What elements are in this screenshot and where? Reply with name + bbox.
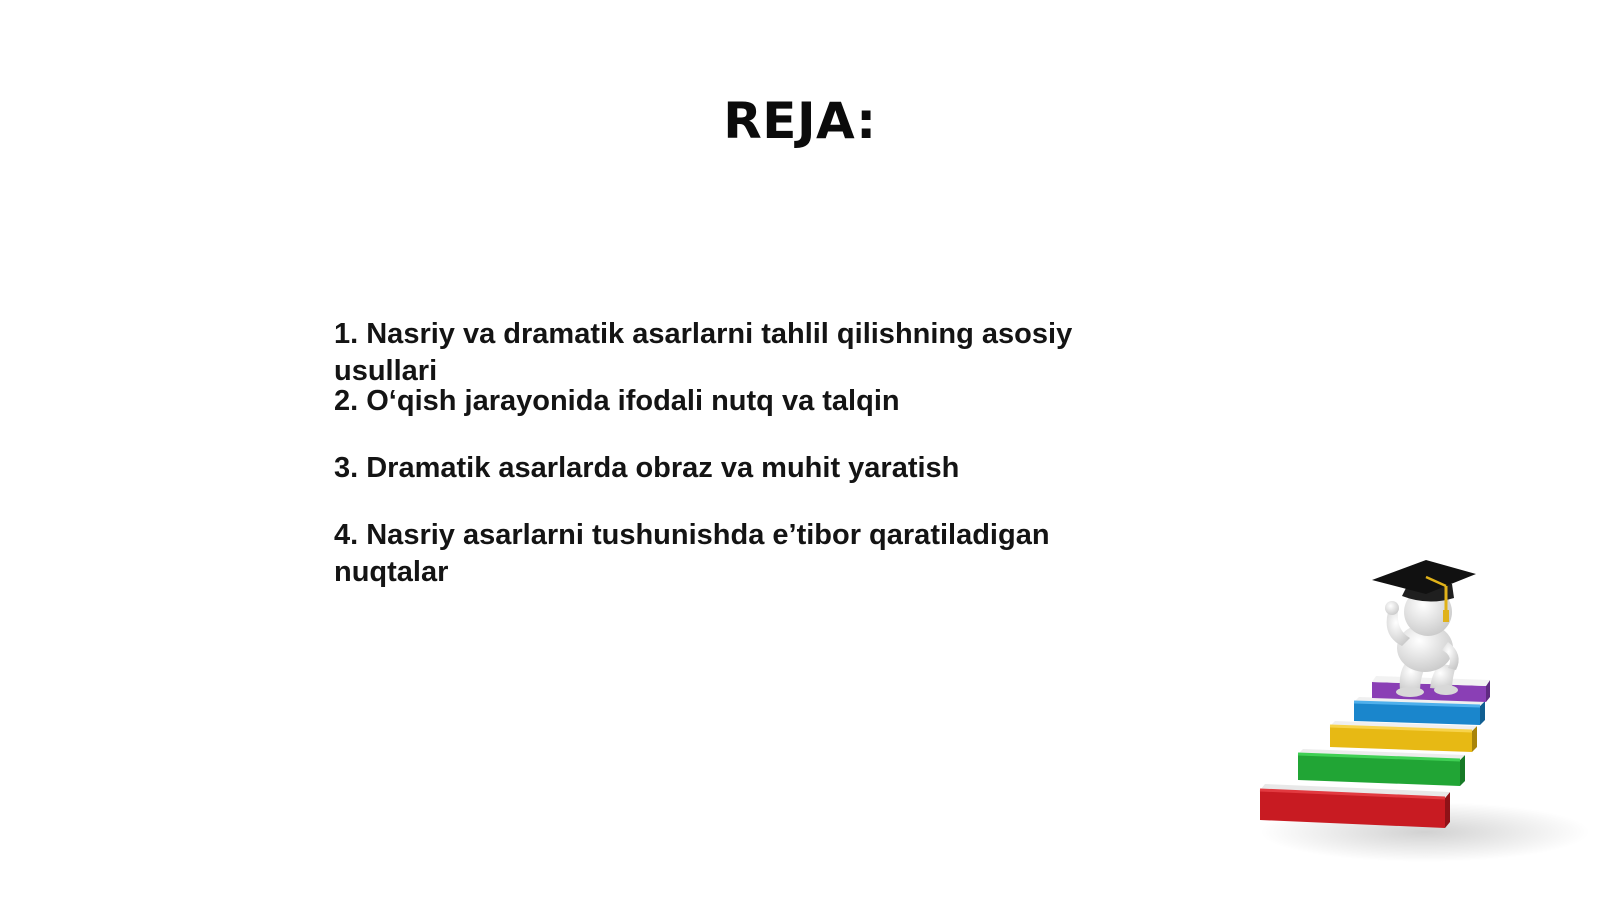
plan-list [334,316,1154,597]
plan-item-1: 1. Nasriy va dramatik asarlarni tahlil qilishning asosiy usullari [334,318,1073,387]
yellow-book-icon [1330,721,1477,752]
graduate-on-books-icon [1250,560,1590,870]
plan-item-4: 4. Nasriy asarlarni tushunishda e’tibor qaratiladigan nuqtalar [334,519,1050,588]
purple-book-icon [1372,676,1490,702]
slide-title: REJA: [723,92,877,150]
plan-item-2: 2. O‘qish jarayonida ifodali nutq va talqin [334,385,900,417]
plan-item-3: 3. Dramatik asarlarda obraz va muhit yaratish [334,452,960,484]
green-book-icon [1298,749,1465,786]
